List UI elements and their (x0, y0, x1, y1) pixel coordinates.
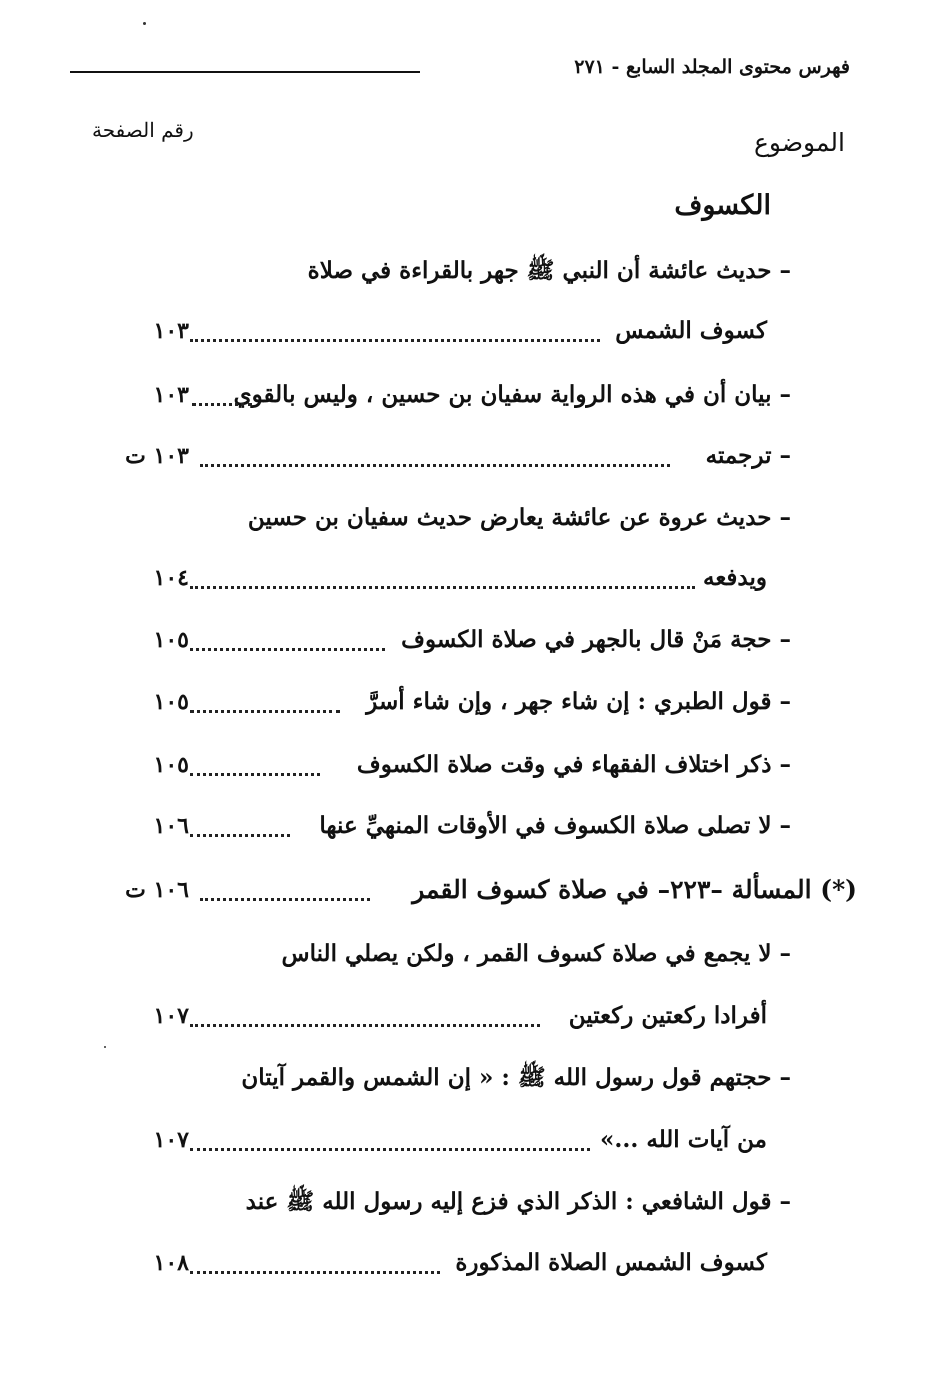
toc-entry (0, 1182, 927, 1222)
entry-page-number: ١٠٥ (153, 689, 189, 715)
entry-page-number: ١٠٤ (153, 565, 189, 591)
entry-text: – حديث عائشة أن النبي ﷺ جهر بالقراءة في صلاة (307, 257, 791, 284)
entry-text: – ذكر اختلاف الفقهاء في وقت صلاة الكسوف (356, 751, 791, 778)
toc-entry (0, 1243, 927, 1283)
running-header (70, 56, 850, 86)
entry-page-number: ١٠٣ (153, 382, 189, 408)
leader-dots (190, 771, 320, 776)
toc-entry (0, 996, 927, 1036)
entry-text: – حجة مَنْ قال بالجهر في صلاة الكسوف (401, 626, 791, 653)
leader-dots (190, 1146, 590, 1151)
entry-page-number: ١٠٥ (153, 627, 189, 653)
entry-text: – لا يجمع في صلاة كسوف القمر ، ولكن يصلي الناس (281, 940, 791, 967)
toc-entry (0, 558, 927, 598)
entry-page-number: ١٠٧ (153, 1127, 189, 1153)
entry-text: (*) المسألة –٢٢٣– في صلاة كسوف القمر (412, 875, 857, 904)
entry-text: أفرادا ركعتين ركعتين (568, 1002, 767, 1029)
leader-dots (190, 832, 290, 837)
toc-entry (0, 375, 927, 415)
entry-text: – ترجمته (705, 442, 791, 469)
toc-entry (0, 806, 927, 846)
column-heading-page: رقم الصفحة (92, 118, 194, 142)
toc-entry (0, 498, 927, 538)
ink-speck (143, 22, 146, 25)
entry-text: ويدفعه (702, 564, 767, 591)
toc-entry (0, 620, 927, 660)
toc-entry (0, 311, 927, 351)
entry-page-number: ١٠٦ (153, 813, 189, 839)
toc-entry (0, 745, 927, 785)
entry-text: – قول الطبري : إن شاء جهر ، وإن شاء أسرَّ (366, 688, 791, 715)
entry-text: – حجتهم قول رسول الله ﷺ : « إن الشمس والقمر آيتان (241, 1064, 791, 1091)
leader-dots (190, 1269, 440, 1274)
entry-text: كسوف الشمس الصلاة المذكورة (455, 1249, 767, 1276)
toc-entry (0, 682, 927, 722)
header-title: فهرس محتوى المجلد السابع - ٢٧١ (574, 56, 850, 78)
leader-dots (192, 401, 252, 406)
section-title: الكسوف (674, 190, 771, 221)
ink-speck (104, 1046, 106, 1048)
toc-entry (0, 1120, 927, 1160)
entry-page-number: ١٠٣ ت (125, 443, 189, 469)
leader-dots (200, 462, 670, 467)
header-rule (70, 71, 420, 73)
entry-text: كسوف الشمس (615, 317, 767, 344)
leader-dots (190, 646, 385, 651)
entry-text: – بيان أن في هذه الرواية سفيان بن حسين ، وليس بالقوي (233, 381, 791, 408)
entry-text: – لا تصلى صلاة الكسوف في الأوقات المنهيِّ عنها (319, 812, 791, 839)
entry-page-number: ١٠٦ ت (125, 877, 189, 903)
leader-dots (190, 337, 600, 342)
leader-dots (190, 584, 695, 589)
leader-dots (190, 1022, 540, 1027)
entry-text: – حديث عروة عن عائشة يعارض حديث سفيان بن حسين (247, 504, 791, 531)
entry-page-number: ١٠٥ (153, 752, 189, 778)
toc-entry (0, 436, 927, 476)
toc-entry-heading (0, 870, 927, 910)
entry-text: – قول الشافعي : الذكر الذي فزع إليه رسول الله ﷺ عند (245, 1188, 791, 1215)
toc-entry (0, 934, 927, 974)
entry-text: من آيات الله ...» (599, 1126, 767, 1153)
column-heading-subject: الموضوع (754, 128, 845, 157)
entry-page-number: ١٠٧ (153, 1003, 189, 1029)
leader-dots (190, 708, 340, 713)
entry-page-number: ١٠٣ (153, 318, 189, 344)
leader-dots (200, 896, 370, 901)
toc-entry (0, 251, 927, 291)
toc-entry (0, 1058, 927, 1098)
entry-page-number: ١٠٨ (153, 1250, 189, 1276)
